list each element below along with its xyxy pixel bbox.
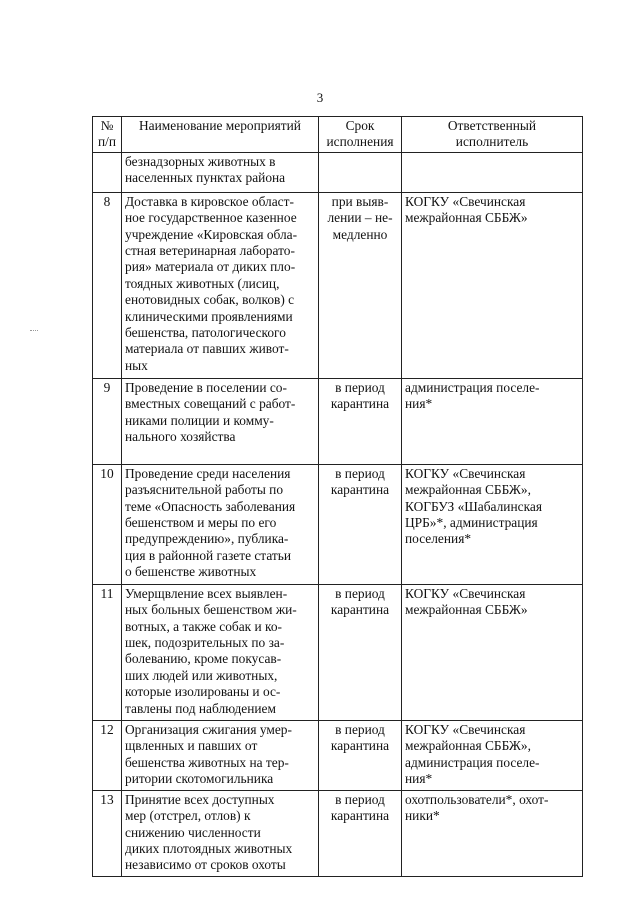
table-row: [93, 584, 583, 720]
row-number: 10: [93, 464, 122, 584]
table-header-row: [93, 117, 583, 153]
row-term: в период карантина: [319, 584, 402, 720]
row-number: 12: [93, 720, 122, 790]
table-row: [93, 378, 583, 464]
row-measure-name: Умерщвление всех выявлен- ных больных бешенством жи- вотных, а также собак и ко- шек, подозрительных по за- болеванию, кроме покусав- ших людей или животных, которые изолированы и ос- тавлены под наблюдением: [122, 584, 319, 720]
row-measure-name: Организация сжигания умер- щвленных и павших от бешенства животных на тер- ритории скотомогильника: [122, 720, 319, 790]
row-responsible: КОГКУ «Свечинская межрайонная СББЖ»: [402, 192, 583, 378]
table-row: [93, 192, 583, 378]
table-row: [93, 790, 583, 876]
row-responsible: КОГКУ «Свечинская межрайонная СББЖ», КОГБУЗ «Шабалинская ЦРБ»*, администрация поселения*: [402, 464, 583, 584]
row-responsible: администрация поселе- ния*: [402, 378, 583, 464]
row-term: [319, 152, 402, 192]
header-number: № п/п: [93, 117, 122, 153]
row-term: в период карантина: [319, 720, 402, 790]
row-measure-name: Доставка в кировское област- ное государственное казенное учреждение «Кировская обла- стная ветеринарная лаборато- рия» материала от диких пло- тоядных животных (лисиц, енотовидных собак, волков) с клиническими проявлениями бешенства, патологического материала от павших живот- ных: [122, 192, 319, 378]
row-responsible: [402, 152, 583, 192]
row-measure-name: Проведение в поселении со- вместных совещаний с работ- никами полиции и комму- нального хозяйства: [122, 378, 319, 464]
table-row: [93, 152, 583, 192]
table-row: [93, 464, 583, 584]
header-measure-name: Наименование мероприятий: [122, 117, 319, 153]
row-term: в период карантина: [319, 464, 402, 584]
row-measure-name: Принятие всех доступных мер (отстрел, отлов) к снижению численности диких плотоядных животных независимо от сроков охоты: [122, 790, 319, 876]
row-term: при выяв- лении – не- медленно: [319, 192, 402, 378]
row-measure-name: безнадзорных животных в населенных пунктах района: [122, 152, 319, 192]
row-measure-name: Проведение среди населения разъяснительной работы по теме «Опасность заболевания бешенством и меры по его предупреждению», публика- ция в районной газете статьи о бешенстве животных: [122, 464, 319, 584]
header-term: Срок исполнения: [319, 117, 402, 153]
row-number: 13: [93, 790, 122, 876]
row-term: в период карантина: [319, 790, 402, 876]
row-responsible: охотпользователи*, охот- ники*: [402, 790, 583, 876]
row-number: 8: [93, 192, 122, 378]
row-responsible: КОГКУ «Свечинская межрайонная СББЖ»: [402, 584, 583, 720]
row-term: в период карантина: [319, 378, 402, 464]
margin-mark: [30, 330, 38, 332]
row-number: 9: [93, 378, 122, 464]
table-row: [93, 720, 583, 790]
header-responsible: Ответственный исполнитель: [402, 117, 583, 153]
row-responsible: КОГКУ «Свечинская межрайонная СББЖ», администрация поселе- ния*: [402, 720, 583, 790]
measures-table: [92, 116, 583, 877]
row-number: 11: [93, 584, 122, 720]
row-number: [93, 152, 122, 192]
page-number: 3: [316, 90, 324, 105]
